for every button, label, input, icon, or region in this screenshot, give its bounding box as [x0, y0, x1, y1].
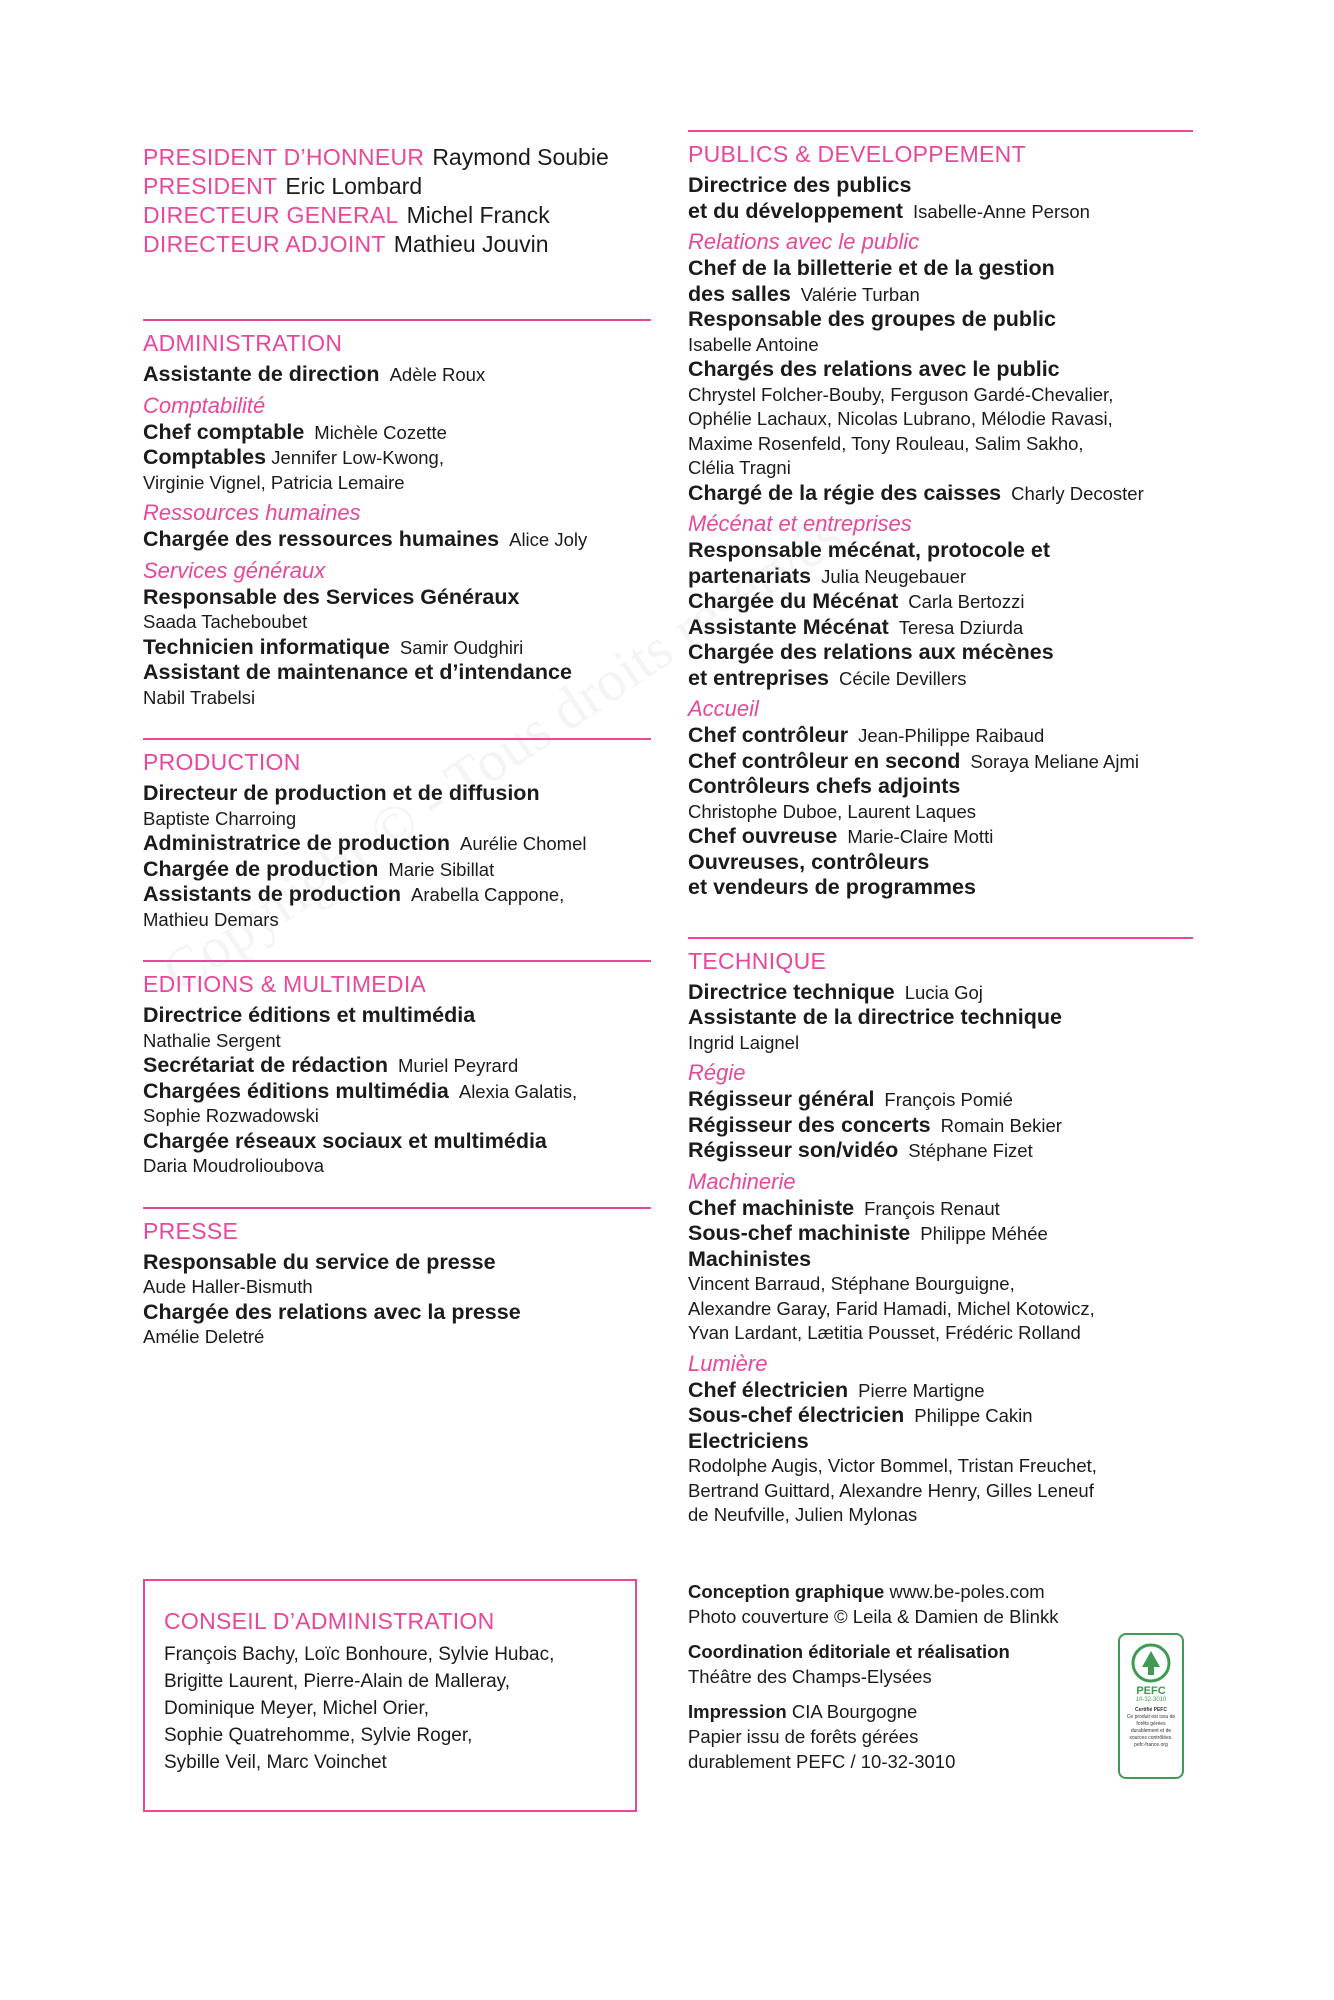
- top-role: [143, 172, 651, 201]
- staff-line: [688, 980, 1193, 1006]
- person-name: Aude Haller-Bismuth: [143, 1276, 313, 1297]
- role-person: Michel Franck: [406, 202, 550, 228]
- credit-label: Impression: [688, 1701, 787, 1722]
- person-name: Isabelle-Anne Person: [913, 200, 1090, 222]
- job-title: Directrice des publics: [688, 173, 912, 197]
- job-title: des salles: [688, 281, 791, 306]
- section-divider: [688, 937, 1193, 939]
- board-member-line: François Bachy, Loïc Bonhoure, Sylvie Hubac,: [164, 1644, 555, 1665]
- person-name: Soraya Meliane Ajmi: [970, 750, 1140, 772]
- credit-value: Photo couverture © Leila & Damien de Blinkk: [688, 1606, 1059, 1627]
- job-title: Chargée du Mécénat: [688, 589, 899, 613]
- person-name: Daria Moudrolioubova: [143, 1155, 324, 1176]
- person-name: Nathalie Sergent: [143, 1029, 281, 1051]
- person-name: Samir Oudghiri: [399, 636, 524, 658]
- person-name: Marie-Claire Motti: [847, 826, 994, 847]
- person-name: Aurélie Chomel: [460, 833, 587, 854]
- board-box: [143, 1579, 637, 1812]
- person-name: François Pomié: [884, 1089, 1013, 1110]
- staff-line: [688, 850, 1193, 876]
- person-names: Yvan Lardant, Lætitia Pousset, Frédéric Rolland: [688, 1322, 1081, 1343]
- staff-line: [143, 1250, 651, 1276]
- role-person: Eric Lombard: [285, 173, 423, 199]
- staff-line: [688, 1247, 1193, 1273]
- subsection-heading: Ressources humaines: [143, 500, 361, 525]
- staff-line: [143, 420, 651, 446]
- staff-line: [688, 256, 1193, 282]
- section-heading: PRODUCTION: [143, 749, 301, 775]
- board-member-line: Brigitte Laurent, Pierre-Alain de Malleray,: [164, 1671, 511, 1692]
- subsection-heading: Lumière: [688, 1350, 768, 1376]
- staff-line: [688, 1087, 1193, 1113]
- job-title: Chef de la billetterie et de la gestion: [688, 256, 1055, 280]
- subsection-heading: Comptabilité: [143, 392, 266, 418]
- staff-line: [688, 173, 1193, 199]
- staff-line: [688, 1378, 1193, 1404]
- staff-line: [688, 1429, 1193, 1455]
- staff-line: [688, 666, 1193, 692]
- job-title: Chargé de la régie des caisses: [688, 480, 1002, 505]
- job-title: Comptables: [143, 445, 267, 469]
- job-title: Chef contrôleur: [688, 723, 849, 747]
- pefc-tree-icon: [1131, 1643, 1171, 1683]
- role-label: PRESIDENT: [143, 173, 278, 199]
- credit-label: Conception graphique: [688, 1581, 885, 1602]
- staff-line: [143, 445, 651, 471]
- job-title: Chef comptable: [143, 419, 305, 444]
- section-divider: [143, 960, 651, 962]
- person-names: Ophélie Lachaux, Nicolas Lubrano, Mélodie Ravasi,: [688, 408, 1113, 429]
- job-title: Electriciens: [688, 1428, 809, 1453]
- subsection-heading: Régie: [688, 1060, 746, 1085]
- subsection-heading: Mécénat et entreprises: [688, 511, 912, 536]
- pefc-number: 10-32-3010: [1135, 1697, 1167, 1703]
- job-title: Ouvreuses, contrôleurs: [688, 849, 930, 874]
- job-title: Technicien informatique: [143, 634, 390, 659]
- section-heading: PRESSE: [143, 1217, 239, 1244]
- person-names: Virginie Vignel, Patricia Lemaire: [143, 471, 405, 493]
- staff-line: [143, 362, 651, 388]
- person-names: Christophe Duboe, Laurent Laques: [688, 800, 976, 822]
- staff-line: [143, 1300, 651, 1326]
- person-names: Maxime Rosenfeld, Tony Rouleau, Salim Sakho,: [688, 432, 1084, 454]
- job-title: Responsable des Services Généraux: [143, 584, 520, 609]
- staff-line: [688, 1138, 1193, 1164]
- staff-line: [143, 831, 651, 857]
- role-label: DIRECTEUR GENERAL: [143, 202, 399, 228]
- section-divider: [143, 738, 651, 740]
- person-name: Jean-Philippe Raibaud: [858, 725, 1045, 746]
- credit-block: [688, 1579, 1193, 1629]
- role-person: Raymond Soubie: [432, 144, 609, 170]
- job-title: Chef ouvreuse: [688, 824, 838, 848]
- job-title: Régisseur des concerts: [688, 1112, 931, 1137]
- job-title: Chargée des ressources humaines: [143, 527, 500, 551]
- person-names: de Neufville, Julien Mylonas: [688, 1504, 918, 1525]
- job-title: Assistant de maintenance et d’intendance: [143, 660, 572, 684]
- job-title: Régisseur son/vidéo: [688, 1138, 899, 1162]
- person-name: Carla Bertozzi: [908, 591, 1025, 612]
- person-name: Adèle Roux: [389, 364, 486, 385]
- job-title: Chef contrôleur en second: [688, 748, 961, 773]
- section-heading: TECHNIQUE: [688, 947, 827, 974]
- job-title: Assistante de la directrice technique: [688, 1005, 1062, 1029]
- job-title: Chef électricien: [688, 1377, 849, 1402]
- staff-line: [143, 1003, 651, 1029]
- staff-line: [688, 615, 1193, 641]
- job-title: Chargée des relations avec la presse: [143, 1299, 521, 1324]
- staff-line: [688, 1005, 1193, 1031]
- subsection-heading: Accueil: [688, 696, 759, 721]
- person-name: Stéphane Fizet: [908, 1140, 1033, 1161]
- person-name: Nabil Trabelsi: [143, 686, 256, 708]
- credit-value: durablement PEFC / 10-32-3010: [688, 1751, 956, 1772]
- person-name: Saada Tacheboubet: [143, 611, 308, 632]
- staff-line: [143, 781, 651, 807]
- top-roles: [143, 143, 651, 259]
- job-title: Sous-chef machiniste: [688, 1221, 911, 1245]
- section-heading: EDITIONS & MULTIMEDIA: [143, 971, 427, 997]
- staff-line: [688, 282, 1193, 308]
- staff-line: [143, 635, 651, 661]
- staff-line: [143, 1079, 651, 1105]
- staff-line: [688, 1113, 1193, 1139]
- job-title: Directrice technique: [688, 979, 895, 1004]
- section-divider: [688, 130, 1193, 132]
- job-title: Assistants de production: [143, 882, 402, 906]
- staff-line: [143, 660, 651, 686]
- staff-line: [688, 481, 1193, 507]
- job-title: Assistante de direction: [143, 362, 380, 386]
- person-names: Mathieu Demars: [143, 908, 279, 930]
- staff-line: [143, 585, 651, 611]
- top-role: [143, 230, 651, 259]
- staff-line: [688, 723, 1193, 749]
- staff-line: [688, 824, 1193, 850]
- person-name: Romain Bekier: [940, 1114, 1062, 1136]
- person-name: Ingrid Laignel: [688, 1031, 800, 1053]
- person-names: Sophie Rozwadowski: [143, 1105, 319, 1126]
- left-column: [143, 143, 651, 1378]
- administration-section: [143, 319, 651, 710]
- person-name: Charly Decoster: [1011, 482, 1144, 504]
- right-column: [688, 130, 1193, 1556]
- board-member-line: Sybille Veil, Marc Voinchet: [164, 1752, 387, 1773]
- pefc-caption: Certifié PEFC Ce produit est issu de forêts gérées durablement et de sources contrôlées. pefc-france.org: [1126, 1707, 1176, 1748]
- person-name: Philippe Cakin: [914, 1405, 1033, 1426]
- staff-line: [688, 1403, 1193, 1429]
- credit-value: Papier issu de forêts gérées: [688, 1726, 919, 1747]
- staff-line: [143, 1129, 651, 1155]
- board-member-line: Sophie Quatrehomme, Sylvie Roger,: [164, 1725, 473, 1746]
- person-name: Philippe Méhée: [920, 1223, 1048, 1244]
- section-divider: [143, 319, 651, 321]
- credit-label: Coordination éditoriale et réalisation: [688, 1641, 1010, 1662]
- presse-section: [143, 1207, 651, 1350]
- job-title: Sous-chef électricien: [688, 1403, 905, 1427]
- role-label: PRESIDENT D’HONNEUR: [143, 144, 425, 170]
- person-name: Jennifer Low-Kwong,: [271, 447, 444, 468]
- staff-line: [688, 357, 1193, 383]
- staff-line: [688, 640, 1193, 666]
- section-heading: CONSEIL D’ADMINISTRATION: [164, 1608, 495, 1634]
- role-person: Mathieu Jouvin: [393, 231, 549, 257]
- person-name: Cécile Devillers: [839, 667, 967, 689]
- job-title: Directrice éditions et multimédia: [143, 1003, 476, 1027]
- person-names: Vincent Barraud, Stéphane Bourguigne,: [688, 1273, 1015, 1294]
- person-name: Muriel Peyrard: [397, 1055, 519, 1076]
- staff-line: [688, 589, 1193, 615]
- job-title: Administratrice de production: [143, 831, 451, 855]
- board-member-line: Dominique Meyer, Michel Orier,: [164, 1698, 430, 1719]
- job-title: Régisseur général: [688, 1087, 875, 1111]
- section-heading: PUBLICS & DEVELOPPEMENT: [688, 141, 1026, 167]
- staff-line: [688, 307, 1193, 333]
- job-title: partenariats: [688, 563, 812, 588]
- staff-line: [688, 538, 1193, 564]
- person-name: Baptiste Charroing: [143, 807, 297, 829]
- job-title: Chef machiniste: [688, 1195, 855, 1220]
- job-title: Contrôleurs chefs adjoints: [688, 774, 961, 798]
- person-name: Arabella Cappone,: [411, 884, 565, 905]
- staff-line: [688, 749, 1193, 775]
- staff-line: [688, 199, 1193, 225]
- credit-value: Théâtre des Champs-Elysées: [688, 1666, 932, 1687]
- job-title: Responsable mécénat, protocole et: [688, 538, 1051, 562]
- pefc-logo: [1118, 1633, 1184, 1779]
- person-name: François Renaut: [864, 1197, 1000, 1219]
- person-name: Amélie Deletré: [143, 1326, 265, 1347]
- job-title: Chargée réseaux sociaux et multimédia: [143, 1128, 547, 1153]
- person-names: Bertrand Guittard, Alexandre Henry, Gilles Leneuf: [688, 1479, 1094, 1501]
- job-title: Responsable du service de presse: [143, 1249, 496, 1274]
- person-name: Michèle Cozette: [314, 421, 447, 443]
- person-names: Chrystel Folcher-Bouby, Ferguson Gardé-Chevalier,: [688, 383, 1114, 405]
- subsection-heading: Relations avec le public: [688, 229, 920, 254]
- job-title: Responsable des groupes de public: [688, 307, 1056, 331]
- job-title: et entreprises: [688, 665, 830, 690]
- technique-section: [688, 937, 1193, 1528]
- staff-line: [143, 882, 651, 908]
- person-name: Valérie Turban: [800, 283, 920, 305]
- staff-line: [143, 857, 651, 883]
- credit-value: www.be-poles.com: [889, 1581, 1045, 1602]
- person-name: Lucia Goj: [904, 981, 983, 1003]
- editions-section: [143, 960, 651, 1179]
- person-name: Julia Neugebauer: [821, 565, 967, 587]
- job-title: Machinistes: [688, 1246, 812, 1271]
- pefc-wordmark: PEFC: [1136, 1685, 1166, 1697]
- job-title: Chargée de production: [143, 856, 379, 881]
- person-name: Alexia Galatis,: [458, 1080, 578, 1102]
- job-title: Chargées éditions multimédia: [143, 1078, 449, 1103]
- staff-line: [688, 564, 1193, 590]
- staff-line: [688, 1196, 1193, 1222]
- person-name: Pierre Martigne: [858, 1379, 985, 1401]
- job-title: Secrétariat de rédaction: [143, 1053, 388, 1077]
- person-name: Marie Sibillat: [388, 858, 495, 880]
- section-divider: [143, 1207, 651, 1209]
- credit-value: CIA Bourgogne: [791, 1701, 918, 1722]
- staff-line: [688, 875, 1193, 901]
- job-title: et du développement: [688, 198, 904, 223]
- subsection-heading: Services généraux: [143, 557, 326, 583]
- job-title: Chargés des relations avec le public: [688, 357, 1060, 381]
- person-name: Isabelle Antoine: [688, 333, 819, 355]
- staff-line: [143, 1053, 651, 1079]
- subsection-heading: Machinerie: [688, 1168, 796, 1194]
- top-role: [143, 143, 651, 172]
- job-title: Assistante Mécénat: [688, 614, 889, 639]
- job-title: Directeur de production et de diffusion: [143, 781, 540, 805]
- person-names: Clélia Tragni: [688, 457, 791, 478]
- job-title: et vendeurs de programmes: [688, 875, 976, 899]
- section-heading: ADMINISTRATION: [143, 330, 343, 356]
- person-name: Alice Joly: [509, 529, 588, 550]
- person-names: Rodolphe Augis, Victor Bommel, Tristan Freuchet,: [688, 1455, 1097, 1476]
- publics-section: [688, 130, 1193, 901]
- staff-line: [688, 1221, 1193, 1247]
- person-name: Teresa Dziurda: [898, 616, 1024, 638]
- top-role: [143, 201, 651, 230]
- staff-line: [143, 527, 651, 553]
- job-title: Chargée des relations aux mécènes: [688, 640, 1054, 664]
- staff-line: [688, 774, 1193, 800]
- role-label: DIRECTEUR ADJOINT: [143, 231, 386, 257]
- person-names: Alexandre Garay, Farid Hamadi, Michel Kotowicz,: [688, 1297, 1095, 1319]
- production-section: [143, 738, 651, 932]
